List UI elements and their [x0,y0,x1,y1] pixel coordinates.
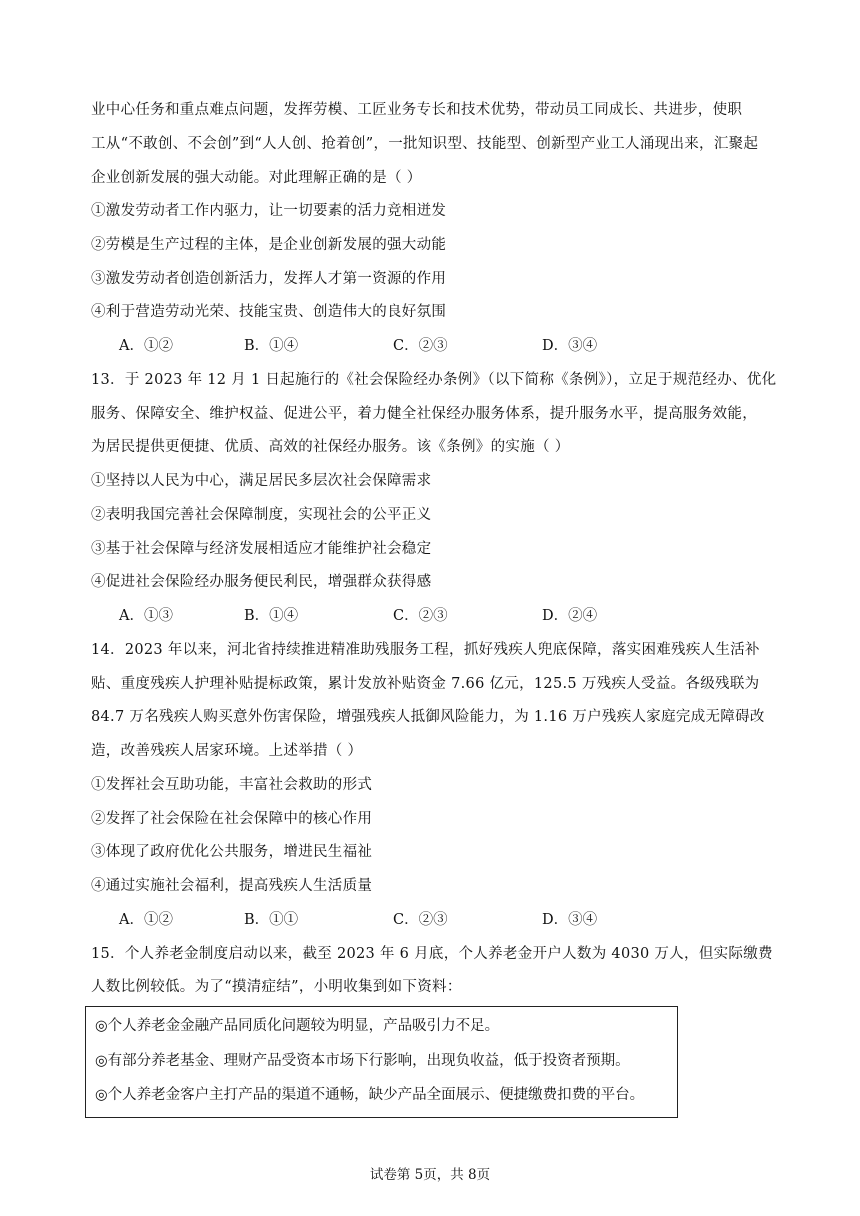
q15-material-item-2: ◎有部分养老基金、理财产品受资本市场下行影响，出现负收益，低于投资者预期。 [95,1053,630,1069]
q12-option-c: C．②③ [393,338,448,354]
q14-statement-1: ①发挥社会互助功能，丰富社会救助的形式 [91,777,373,793]
q14-statement-4: ④通过实施社会福利，提高残疾人生活质量 [91,878,373,894]
q14-option-d: D．③④ [542,912,598,928]
q15-material-box [85,1006,678,1118]
q12-statement-2: ②劳模是生产过程的主体，是企业创新发展的强大动能 [91,237,447,253]
q13-statement-1: ①坚持以人民为中心，满足居民多层次社会保障需求 [91,473,432,489]
q13-option-d: D．②④ [542,608,598,624]
q12-stem-line-2: 工从“不敢创、不会创”到“人人创、抢着创”，一批知识型、技能型、创新型产业工人涌现出来，汇聚起 [91,136,759,152]
q13-statement-2: ②表明我国完善社会保障制度，实现社会的公平正义 [91,507,432,523]
q13-statement-3: ③基于社会保障与经济发展相适应才能维护社会稳定 [91,541,432,557]
q14-stem-line-4: 造，改善残疾人居家环境。上述举措（ ） [91,743,363,759]
q14-statement-2: ②发挥了社会保险在社会保障中的核心作用 [91,811,373,827]
q12-stem-line-3: 企业创新发展的强大动能。对此理解正确的是（ ） [91,170,422,186]
page-footer: 试卷第 5页，共 8页 [369,1167,491,1183]
q13-option-c: C．②③ [393,608,448,624]
q14-statement-3: ③体现了政府优化公共服务，增进民生福祉 [91,844,373,860]
q12-statement-3: ③激发劳动者创造创新活力，发挥人才第一资源的作用 [91,271,447,287]
q15-stem-line-1: 15．个人养老金制度启动以来，截至 2023 年 6 月底，个人养老金开户人数为 4030 万人，但实际缴费 [91,946,773,962]
q12-statement-1: ①激发劳动者工作内驱力，让一切要素的活力竞相迸发 [91,203,447,219]
q12-statement-4: ④利于营造劳动光荣、技能宝贵、创造伟大的良好氛围 [91,304,447,320]
q14-stem-line-2: 贴、重度残疾人护理补贴提标政策，累计发放补贴资金 7.66 亿元，125.5 万残疾人受益。各级残联为 [91,676,760,692]
q15-material-item-1: ◎个人养老金金融产品同质化问题较为明显，产品吸引力不足。 [95,1018,500,1034]
q13-stem-line-3: 为居民提供更便捷、优质、高效的社保经办服务。该《条例》的实施（ ） [91,439,570,455]
q15-stem-line-2: 人数比例较低。为了“摸清症结”，小明收集到如下资料： [91,979,462,995]
q12-stem-line-1: 业中心任务和重点难点问题，发挥劳模、工匠业务专长和技术优势，带动员工同成长、共进步，使职 [91,102,743,118]
q13-stem-line-1: 13．于 2023 年 12 月 1 日起施行的《社会保险经办条例》（以下简称《条例》），立足于规范经办、优化 [91,372,777,388]
q12-option-d: D．③④ [542,338,598,354]
q13-option-a: A．①③ [119,608,173,624]
q13-option-b: B．①④ [244,608,299,624]
q14-option-a: A．①② [119,912,173,928]
q14-stem-line-1: 14．2023 年以来，河北省持续推进精准助残服务工程，抓好残疾人兜底保障，落实困难残疾人生活补 [91,642,760,658]
q12-option-a: A．①② [119,338,173,354]
q12-option-b: B．①④ [244,338,299,354]
q13-stem-line-2: 服务、保障安全、维护权益、促进公平，着力健全社保经办服务体系，提升服务水平，提高服务效能， [91,406,757,422]
q13-statement-4: ④促进社会保险经办服务便民利民，增强群众获得感 [91,574,432,590]
q14-option-c: C．②③ [393,912,448,928]
q14-stem-line-3: 84.7 万名残疾人购买意外伤害保险，增强残疾人抵御风险能力，为 1.16 万户残疾人家庭完成无障碍改 [91,709,765,725]
q14-option-b: B．①① [244,912,299,928]
q15-material-item-3: ◎个人养老金客户主打产品的渠道不通畅，缺少产品全面展示、便捷缴费扣费的平台。 [95,1087,645,1103]
